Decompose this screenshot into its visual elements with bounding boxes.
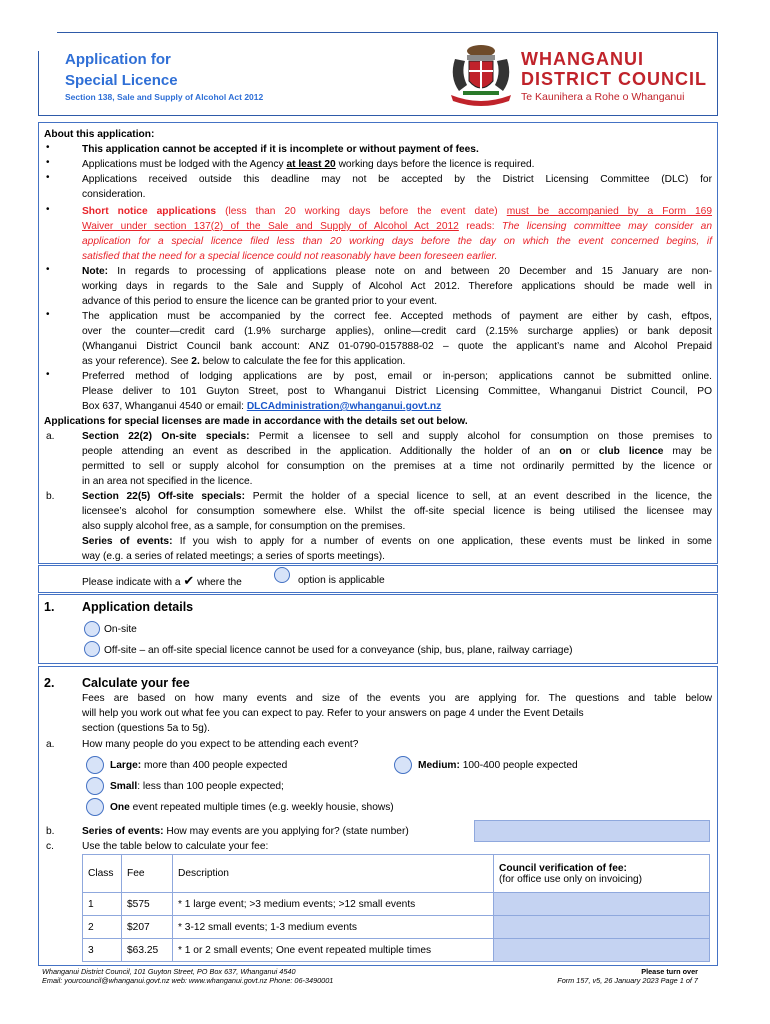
fee-table-header-row (83, 855, 710, 893)
repeated-event-radio[interactable] (86, 798, 104, 816)
types-heading: Applications for special licenses are made in accordance with the details set out below. (44, 416, 468, 427)
offsite-radio[interactable] (84, 641, 100, 657)
fee-intro-line1: Fees are based on how many events and size of the events you are applying for. The questions and table below (82, 693, 712, 704)
indicate-instruction-end: option is applicable (298, 575, 385, 586)
bullet: • (46, 204, 50, 215)
about-bullet-6-line4: as your reference). See 2. below to calculate the fee for this application. (82, 356, 406, 367)
about-bullet-4-line4: satisfied that the need for a special licence could not reasonably have been foreseen earlier. (82, 251, 498, 262)
about-bullet-7-line1: Preferred method of lodging applications are by post, email or in-person; applications cannot be submitted online. (82, 371, 712, 382)
question-c-label: c. (46, 841, 54, 852)
about-bullet-6-line3: (Whanganui District Council bank account: ANZ 01-0790-0157888-02 – quote the applicant’s name and Alcohol Prepaid (82, 341, 712, 352)
about-bullet-4-line1: Short notice applications (less than 20 working days before the event date) must be accompanied by a Form 169 (82, 206, 713, 217)
about-bullet-1: This application cannot be accepted if it is incomplete or without payment of fees. (82, 144, 479, 155)
about-bullet-6-line1: The application must be accompanied by the correct fee. Accepted methods of payment are either by cash, eftpos, (82, 311, 712, 322)
medium-radio[interactable] (394, 756, 412, 774)
about-bullet-4-line3: application for a special licence filed less than 20 working days before the day on which the event concerned begins, if (82, 236, 712, 247)
verification-cell[interactable] (494, 893, 710, 916)
footer-contact: Whanganui District Council, 101 Guyton Street, PO Box 637, Whanganui 4540 Email: yourcouncil@whanganui.govt.nz web: www.whanganui.govt.nz Phone: 06-3490001 (42, 967, 334, 985)
description-cell: * 1 large event; >3 medium events; >12 small events (173, 893, 494, 916)
question-b-label: b. (46, 826, 55, 837)
onsite-desc-line2: people attending an event as described in the application. Additionally the holder of an on or club licence may be (82, 446, 712, 457)
section1-number: 1. (44, 600, 55, 614)
bullet: • (46, 369, 50, 380)
fee-intro-line2: will help you work out what fee you can expect to pay. Refer to your answers on page 4 under the Event Details (82, 708, 584, 719)
about-bullet-5-line2: working days in regards to the Sale and Supply of Alcohol Act 2012. Therefore applications should be made well in (82, 281, 712, 292)
section2-number: 2. (44, 676, 55, 690)
question-a-label: a. (46, 739, 55, 750)
header-box (38, 32, 718, 116)
class-cell: 1 (83, 893, 122, 916)
about-bullet-5-line3: advance of this period to ensure the licence can be granted prior to your event. (82, 296, 438, 307)
indicate-instruction: Please indicate with a ✔ where the (82, 573, 242, 588)
col-header-class: Class (83, 855, 122, 893)
number-of-events-input[interactable] (474, 820, 710, 842)
form-title: Application for Special Licence (65, 51, 178, 89)
class-cell: 3 (83, 939, 122, 962)
onsite-desc-line4: in an area not specified in the licence. (82, 476, 253, 487)
verification-cell[interactable] (494, 939, 710, 962)
council-crest-logo (443, 41, 519, 107)
question-a-text: How many people do you expect to be attending each event? (82, 739, 359, 750)
about-bullet-2: Applications must be lodged with the Agency at least 20 working days before the licence is required. (82, 159, 535, 170)
offsite-desc-line2: licensee’s alcohol for consumption somewhere else. Whilst the off-site special licence is being utilised the licensee may (82, 506, 712, 517)
council-name: WHANGANUI DISTRICT COUNCIL (521, 49, 707, 89)
offsite-desc-line3: also supply alcohol free, as a sample, for consumption on the premises. (82, 521, 406, 532)
dlc-email-link[interactable]: DLCAdministration@whanganui.govt.nz (246, 401, 442, 412)
fee-table (82, 854, 710, 962)
tick-icon: ✔ (183, 573, 195, 588)
small-label: Small: less than 100 people expected; (110, 781, 284, 792)
footer-page-info: Please turn over Form 157, v5, 26 January 2023 Page 1 of 7 (557, 967, 698, 985)
col-header-verification: Council verification of fee: (for office use only on invoicing) (494, 855, 710, 893)
council-maori-name: Te Kaunihera a Rohe o Whanganui (521, 91, 685, 103)
bullet: • (46, 309, 50, 320)
bullet: • (46, 142, 50, 153)
fee-intro-line3: section (questions 5a to 5g). (82, 723, 210, 734)
about-bullet-7-line3: Box 637, Whanganui 4540 or email: DLCAdministration@whanganui.govt.nz (82, 401, 442, 412)
about-bullet-3-line1: Applications received outside this deadline may not be accepted by the District Licensing Committee (DLC) for (82, 174, 712, 185)
about-bullet-5-line1: Note: In regards to processing of applications please note on and between 20 December and 15 January are non- (82, 266, 712, 277)
bullet: • (46, 264, 50, 275)
col-header-fee: Fee (122, 855, 173, 893)
form-subtitle: Section 138, Sale and Supply of Alcohol Act 2012 (65, 92, 264, 102)
large-radio[interactable] (86, 756, 104, 774)
question-b-text: Series of events: How may events are you applying for? (state number) (82, 826, 409, 837)
table-row (83, 939, 710, 962)
onsite-label: On-site (104, 624, 137, 635)
fee-cell: $207 (122, 916, 173, 939)
about-bullet-7-line2: Please deliver to 101 Guyton Street, post to Whanganui District Licensing Committee, Whanganui District Council, PO (82, 386, 712, 397)
small-radio[interactable] (86, 777, 104, 795)
onsite-desc-line1: Section 22(2) On-site specials: Permit a licensee to sell and supply alcohol for consumption on those premises to (82, 431, 712, 442)
col-header-description: Description (173, 855, 494, 893)
verification-cell[interactable] (494, 916, 710, 939)
about-bullet-3-line2: consideration. (82, 189, 146, 200)
table-row (83, 893, 710, 916)
table-row (83, 916, 710, 939)
bullet: • (46, 157, 50, 168)
offsite-desc-line1: Section 22(5) Off-site specials: Permit the holder of a special licence to sell, at an event described in the licence, the (82, 491, 712, 502)
section1-title: Application details (82, 600, 194, 614)
medium-label: Medium: 100-400 people expected (418, 760, 578, 771)
question-c-text: Use the table below to calculate your fee: (82, 841, 269, 852)
about-heading: About this application: (44, 129, 155, 140)
about-bullet-4-line2: Waiver under section 137(2) of the Sale and Supply of Alcohol Act 2012 reads: The licensing committee may consider an (82, 221, 712, 232)
offsite-label: Off-site – an off-site special licence cannot be used for a conveyance (ship, bus, plane, railway carriage) (104, 645, 573, 656)
onsite-desc-line3: permitted to sell or supply alcohol for consumption on the premises at a time not ordinarily permitted by the licence or (82, 461, 712, 472)
about-bullet-6-line2: over the counter—credit card (1.9% surcharge applies), online—credit card (2.15% surcharge applies) or bank deposit (82, 326, 712, 337)
series-desc-line1: Series of events: If you wish to apply for a number of events on one application, these events must be linked in some (82, 536, 712, 547)
list-label-a: a. (46, 431, 55, 442)
large-label: Large: more than 400 people expected (110, 760, 288, 771)
list-label-b: b. (46, 491, 55, 502)
repeated-event-label: One event repeated multiple times (e.g. weekly housie, shows) (110, 802, 394, 813)
section2-title: Calculate your fee (82, 676, 190, 690)
bullet: • (46, 172, 50, 183)
onsite-radio[interactable] (84, 621, 100, 637)
description-cell: * 3-12 small events; 1-3 medium events (173, 916, 494, 939)
description-cell: * 1 or 2 small events; One event repeated multiple times (173, 939, 494, 962)
fee-cell: $63.25 (122, 939, 173, 962)
example-radio-icon (274, 567, 290, 583)
series-desc-line2: way (e.g. a series of related meetings; a series of sports meetings). (82, 551, 385, 562)
fee-cell: $575 (122, 893, 173, 916)
class-cell: 2 (83, 916, 122, 939)
